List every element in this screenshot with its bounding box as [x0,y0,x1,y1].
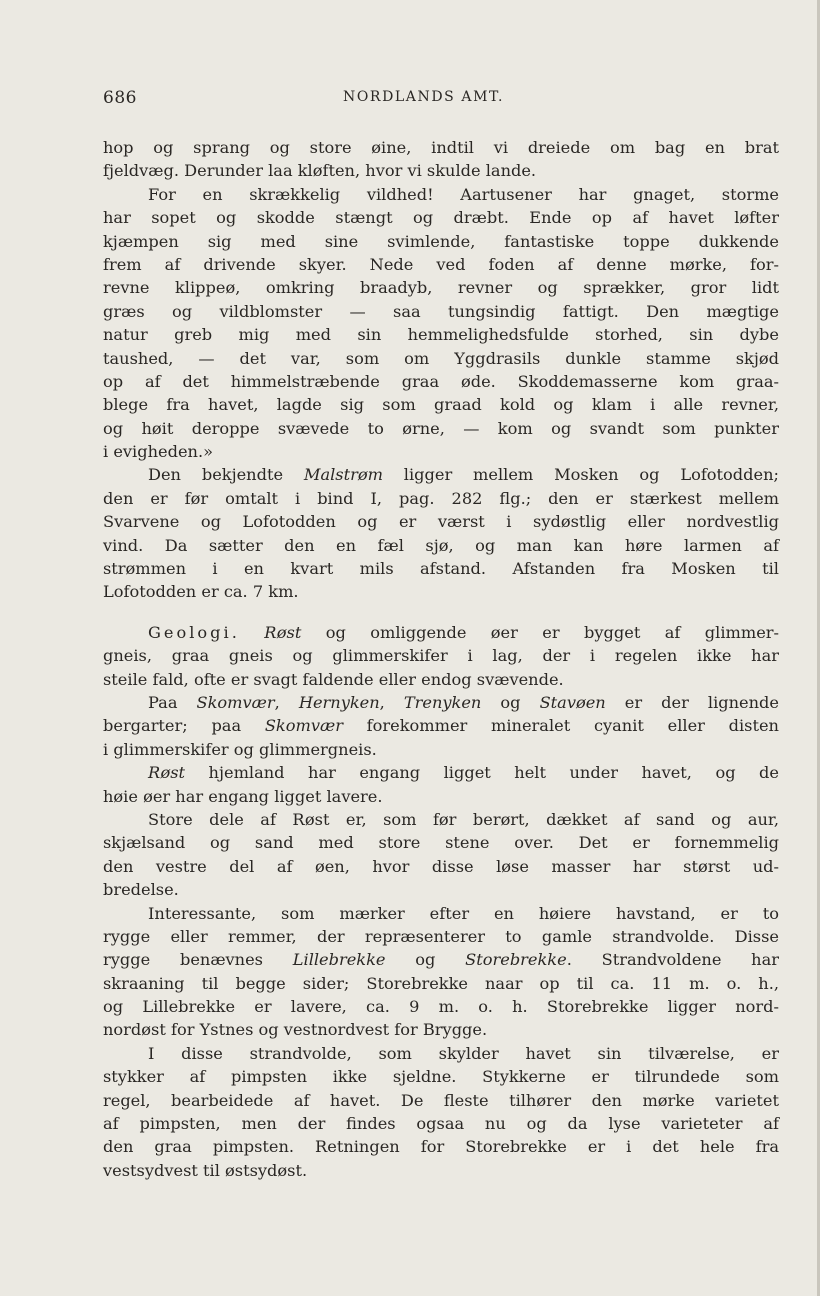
text-line: vind. Da sætter den en fæl sjø, og man kan høre larmen af [103,535,779,555]
text-line: rygge eller remmer, der repræsenterer to gamle strandvolde. Disse [103,926,779,946]
text-line: Paa Skomvær, Hernyken, Trenyken og Stavøen er der lignende [148,692,779,712]
text-line: den vestre del af øen, hvor disse løse masser har størst ud- [103,856,779,876]
text-line: i glimmerskifer og glimmergneis. [103,739,377,759]
text-line: strømmen i en kvart mils afstand. Afstanden fra Mosken til [103,559,779,579]
text-line: skraaning til begge sider; Storebrekke naar op til ca. 11 m. o. h., [103,973,779,993]
text-line: frem af drivende skyer. Nede ved foden af denne mørke, for- [103,254,779,274]
text-line: Geologi. Røst og omliggende øer er bygget af glimmer- [148,622,779,642]
text-line: Store dele af Røst er, som før berørt, dækket af sand og aur, [148,809,779,829]
text-line: bredelse. [103,880,179,900]
running-title: NORDLANDS AMT. [343,89,504,105]
place-name: Skomvær [264,716,343,736]
text-line: Lofotodden er ca. 7 km. [103,582,299,602]
text-line: den graa pimpsten. Retningen for Storebrekke er i det hele fra [103,1137,779,1157]
place-name: Hernyken [298,692,380,712]
text-line: rygge benævnes Lillebrekke og Storebrekke. Strandvoldene har [103,950,779,970]
text-line: hop og sprang og store øine, indtil vi dreiede om bag en brat [103,138,779,157]
text-line: græs og vildblomster — saa tungsindig fattigt. Den mægtige [103,301,779,321]
text-line: har sopet og skodde stængt og dræbt. Ende op af havet løfter [103,208,779,228]
text-line: I disse strandvolde, som skylder havet sin tilværelse, er [148,1043,779,1063]
place-name: Trenyken [403,692,482,712]
place-name: Lillebrekke [292,950,386,970]
text-line: fjeldvæg. Derunder laa kløften, hvor vi skulde lande. [103,161,537,181]
section-heading: Geologi. [148,622,240,642]
body-text [103,136,779,1182]
text-line: Røst hjemland har engang ligget helt under havet, og de [148,763,779,783]
text-line: af pimpsten, men der findes ogsaa nu og da lyse varieteter af [103,1114,779,1134]
place-name: Storebrekke [465,950,567,970]
place-name: Røst [264,622,302,642]
text-line: i evigheden.» [103,442,214,462]
text-line: stykker af pimpsten ikke sjeldne. Stykkerne er tilrundede som [103,1067,779,1087]
page-number: 686 [103,88,137,108]
text-line: taushed, — det var, som om Yggdrasils dunkle stamme skjød [103,348,779,368]
text-line: revne klippeø, omkring braadyb, revner og sprækker, gror lidt [103,278,779,298]
text-line: vestsydvest til østsydøst. [103,1160,308,1180]
text-line: Den bekjendte Malstrøm ligger mellem Mosken og Lofotodden; [148,465,779,485]
text-line: regel, bearbeidede af havet. De fleste tilhører den mørke varietet [103,1090,779,1110]
text-line: natur greb mig med sin hemmelighedsfulde storhed, sin dybe [103,325,779,345]
page-header [103,88,783,114]
text-line: Interessante, som mærker efter en høiere havstand, er to [148,903,779,923]
text-line: Svarvene og Lofotodden og er værst i sydøstlig eller nordvestlig [103,512,779,532]
text-line: blege fra havet, lagde sig som graad kold og klam i alle revner, [103,395,779,415]
text-line: høie øer har engang ligget lavere. [103,786,383,806]
text-line: steile fald, ofte er svagt faldende eller endog svævende. [103,669,564,689]
text-line: kjæmpen sig med sine svimlende, fantastiske toppe dukkende [103,231,779,251]
text-line: skjælsand og sand med store stene over. Det er fornemmelig [103,833,779,853]
text-line: bergarter; paa Skomvær forekommer mineralet cyanit eller disten [103,716,779,736]
place-name: Røst [148,763,186,783]
place-name: Stavøen [539,692,606,712]
text-line: nordøst for Ystnes og vestnordvest for Brygge. [103,1020,488,1040]
text-line: og Lillebrekke er lavere, ca. 9 m. o. h. Storebrekke ligger nord- [103,997,779,1017]
text-line: op af det himmelstræbende graa øde. Skoddemasserne kom graa- [103,371,779,391]
text-line: gneis, graa gneis og glimmerskifer i lag, der i regelen ikke har [103,646,779,666]
section-gap [103,604,779,621]
place-name: Malstrøm [303,465,383,485]
place-name: Skomvær [196,692,275,712]
text-line: den er før omtalt i bind I, pag. 282 flg.; den er stærkest mellem [103,488,779,508]
text-line: og høit deroppe svævede to ørne, — kom og svandt som punkter [103,418,779,438]
text-line: For en skrækkelig vildhed! Aartusener har gnaget, storme [148,184,779,204]
